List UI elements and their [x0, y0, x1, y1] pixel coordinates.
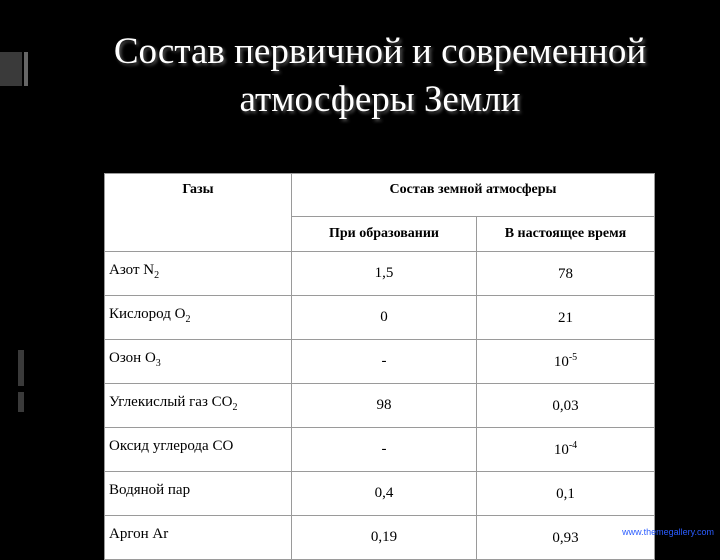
formation-value: 1,5: [292, 252, 477, 296]
present-value: 21: [558, 310, 573, 326]
table-row: [105, 340, 655, 384]
present-value: 10: [553, 354, 569, 370]
title-line-2: атмосферы Земли: [239, 79, 521, 120]
formation-value: 0,19: [292, 516, 477, 560]
formation-value: -: [292, 428, 477, 472]
gas-formula-subscript: 2: [185, 314, 191, 325]
present-value-cell: [477, 340, 655, 384]
gas-name-cell: [105, 340, 292, 384]
formation-value: 0: [292, 296, 477, 340]
header-formation: При образовании: [292, 217, 477, 252]
table-row: [105, 472, 655, 516]
gas-formula-subscript: 2: [232, 402, 238, 413]
header-composition: Состав земной атмосферы: [292, 174, 655, 217]
gas-formula-subscript: 3: [155, 358, 161, 369]
slide-title: [60, 28, 700, 124]
gas-formula-subscript: 2: [154, 270, 160, 281]
present-value-cell: [477, 472, 655, 516]
gas-name: Водяной пар: [109, 482, 191, 498]
footer-link[interactable]: www.themegallery.com: [622, 527, 714, 537]
gas-name-cell: [105, 428, 292, 472]
header-gas: Газы: [105, 174, 292, 252]
table-row: [105, 516, 655, 560]
present-value-cell: [477, 296, 655, 340]
gas-name: Оксид углерода CO: [109, 438, 234, 454]
present-value: 10: [553, 442, 569, 458]
deco-bar: [0, 52, 22, 86]
formation-value: 0,4: [292, 472, 477, 516]
present-value-cell: [477, 428, 655, 472]
present-value: 78: [558, 266, 573, 282]
table-body: [105, 252, 655, 560]
deco-bar: [24, 52, 28, 86]
header-present: В настоящее время: [477, 217, 655, 252]
present-value: 0,03: [552, 398, 579, 414]
present-value: 0,1: [556, 486, 575, 502]
formation-value: -: [292, 340, 477, 384]
table-row: [105, 428, 655, 472]
present-value: 0,93: [552, 530, 579, 546]
present-value-cell: [477, 384, 655, 428]
deco-bar: [18, 392, 24, 412]
deco-bar: [18, 350, 24, 386]
gas-name: Азот N: [109, 262, 155, 278]
present-value-cell: [477, 516, 655, 560]
gas-name-cell: [105, 296, 292, 340]
gas-name: Кислород O: [109, 306, 186, 322]
table-row: [105, 252, 655, 296]
present-value-exponent: -5: [568, 352, 578, 363]
gas-name-cell: [105, 472, 292, 516]
table-row: [105, 296, 655, 340]
formation-value: 98: [292, 384, 477, 428]
decorative-bars: [0, 0, 40, 540]
atmosphere-composition-table: [104, 173, 655, 560]
gas-name-cell: [105, 516, 292, 560]
gas-name: Углекислый газ CO: [109, 394, 233, 410]
gas-name-cell: [105, 384, 292, 428]
gas-name-cell: [105, 252, 292, 296]
table-row: [105, 384, 655, 428]
title-line-1: Состав первичной и современной: [113, 31, 647, 72]
gas-name: Озон O: [109, 350, 156, 366]
gas-name: Аргон Ar: [109, 526, 169, 542]
present-value-exponent: -4: [568, 440, 578, 451]
present-value-cell: [477, 252, 655, 296]
